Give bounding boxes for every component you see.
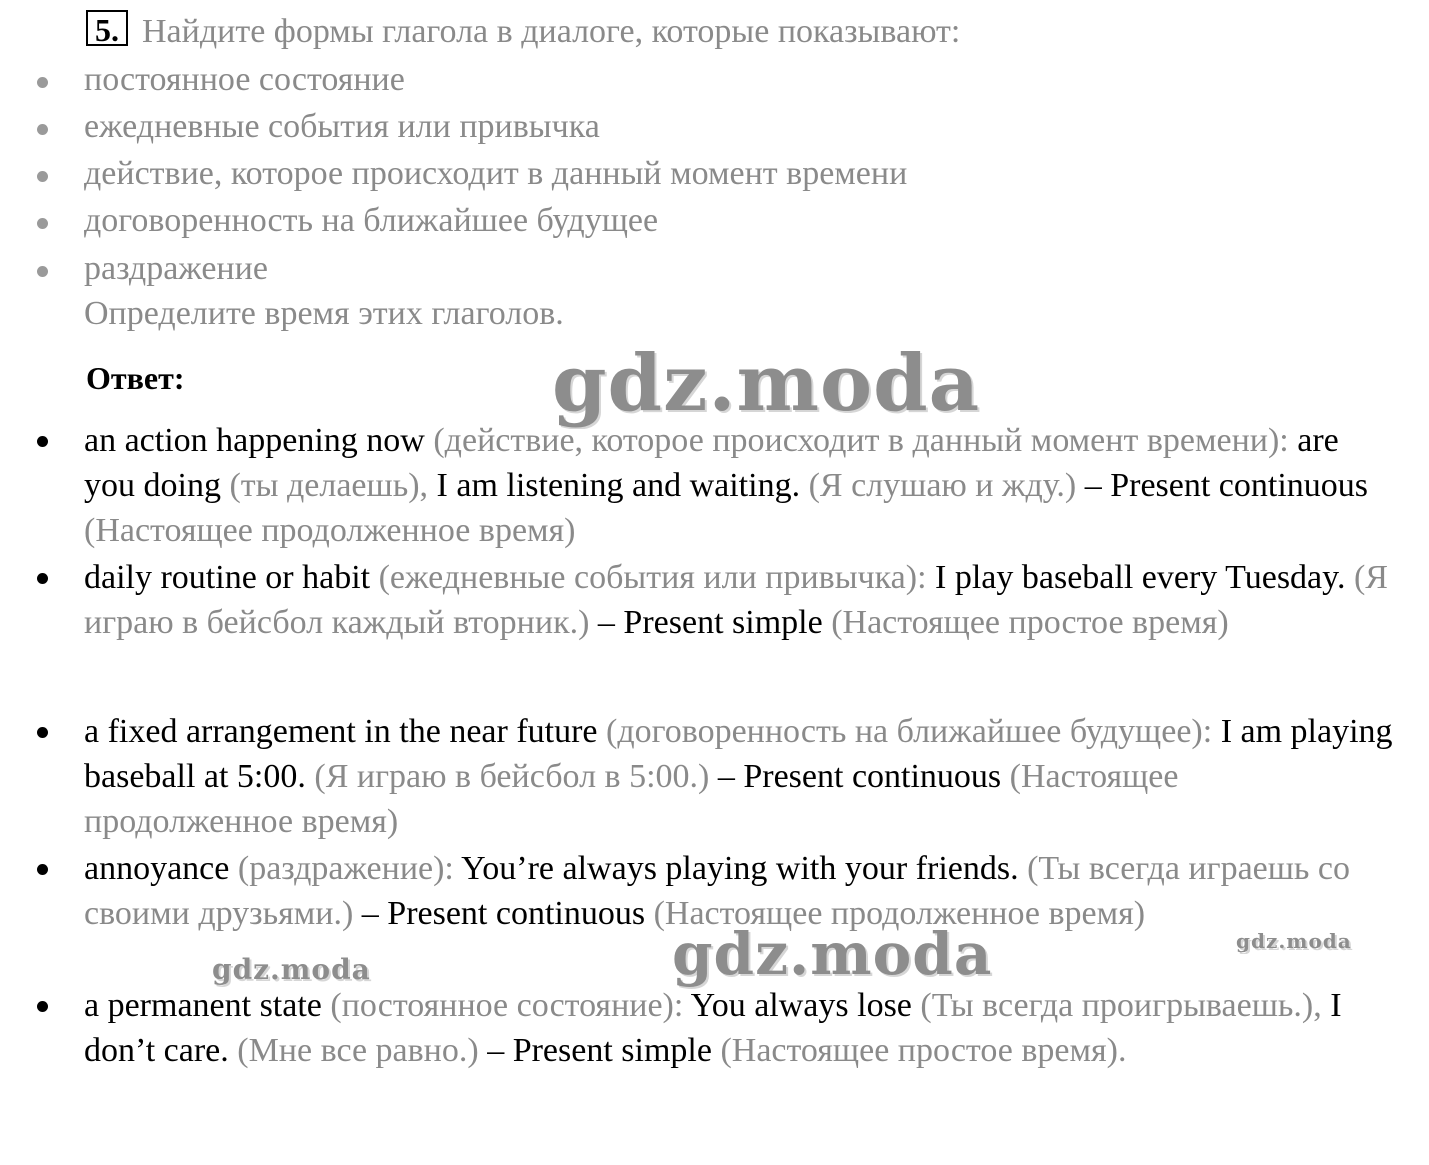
task-item: действие, которое происходит в данный момент времени [84,155,908,192]
answer-label: Ответ: [86,360,185,396]
bullet-icon [37,573,48,584]
task-number-box: 5. [86,10,128,46]
watermark-logo: gdz.moda [552,338,981,429]
bullet-icon [37,1001,48,1012]
task-item: раздражение [84,250,268,287]
task-prompt: Найдите формы глагола в диалоге, которые показывают: [142,13,961,50]
answer-item: a fixed arrangement in the near future (договоренность на ближайшее будущее): I am playing baseball at 5:00. (Я играю в бейсбол в 5:00.) – Present continuous (Настоящее продолженное время) [84,713,1393,840]
bullet-icon [37,218,48,229]
bullet-icon [37,77,48,88]
bullet-icon [37,266,48,277]
bullet-icon [37,171,48,182]
answer-item: daily routine or habit (ежедневные события или привычка): I play baseball every Tuesday. (Я играю в бейсбол каждый вторник.) – Present simple (Настоящее простое время) [84,559,1388,641]
watermark-logo: gdz.moda [1236,929,1352,953]
task-item: ежедневные события или привычка [84,108,600,145]
bullet-icon [37,436,48,447]
answer-item: annoyance (раздражение): You’re always playing with your friends. (Ты всегда играешь со своими друзьями.) – Present continuous (Настоящее продолженное время) [84,850,1351,932]
task-followup: Определите время этих глаголов. [84,295,564,332]
bullet-icon [37,727,48,738]
watermark-logo: gdz.moda [212,953,371,986]
answer-item: a permanent state (постоянное состояние): You always lose (Ты всегда проигрываешь.), I don’t care. (Мне все равно.) – Present simple (Настоящее простое время). [84,987,1342,1069]
bullet-icon [37,124,48,135]
answer-item: an action happening now (действие, которое происходит в данный момент времени): are you doing (ты делаешь), I am listening and waiting. (Я слушаю и жду.) – Present continuous (Настоящее продолженное время) [84,422,1369,549]
task-item: договоренность на ближайшее будущее [84,202,659,239]
bullet-icon [37,864,48,875]
watermark-logo: gdz.moda [672,920,993,988]
task-item: постоянное состояние [84,61,405,98]
